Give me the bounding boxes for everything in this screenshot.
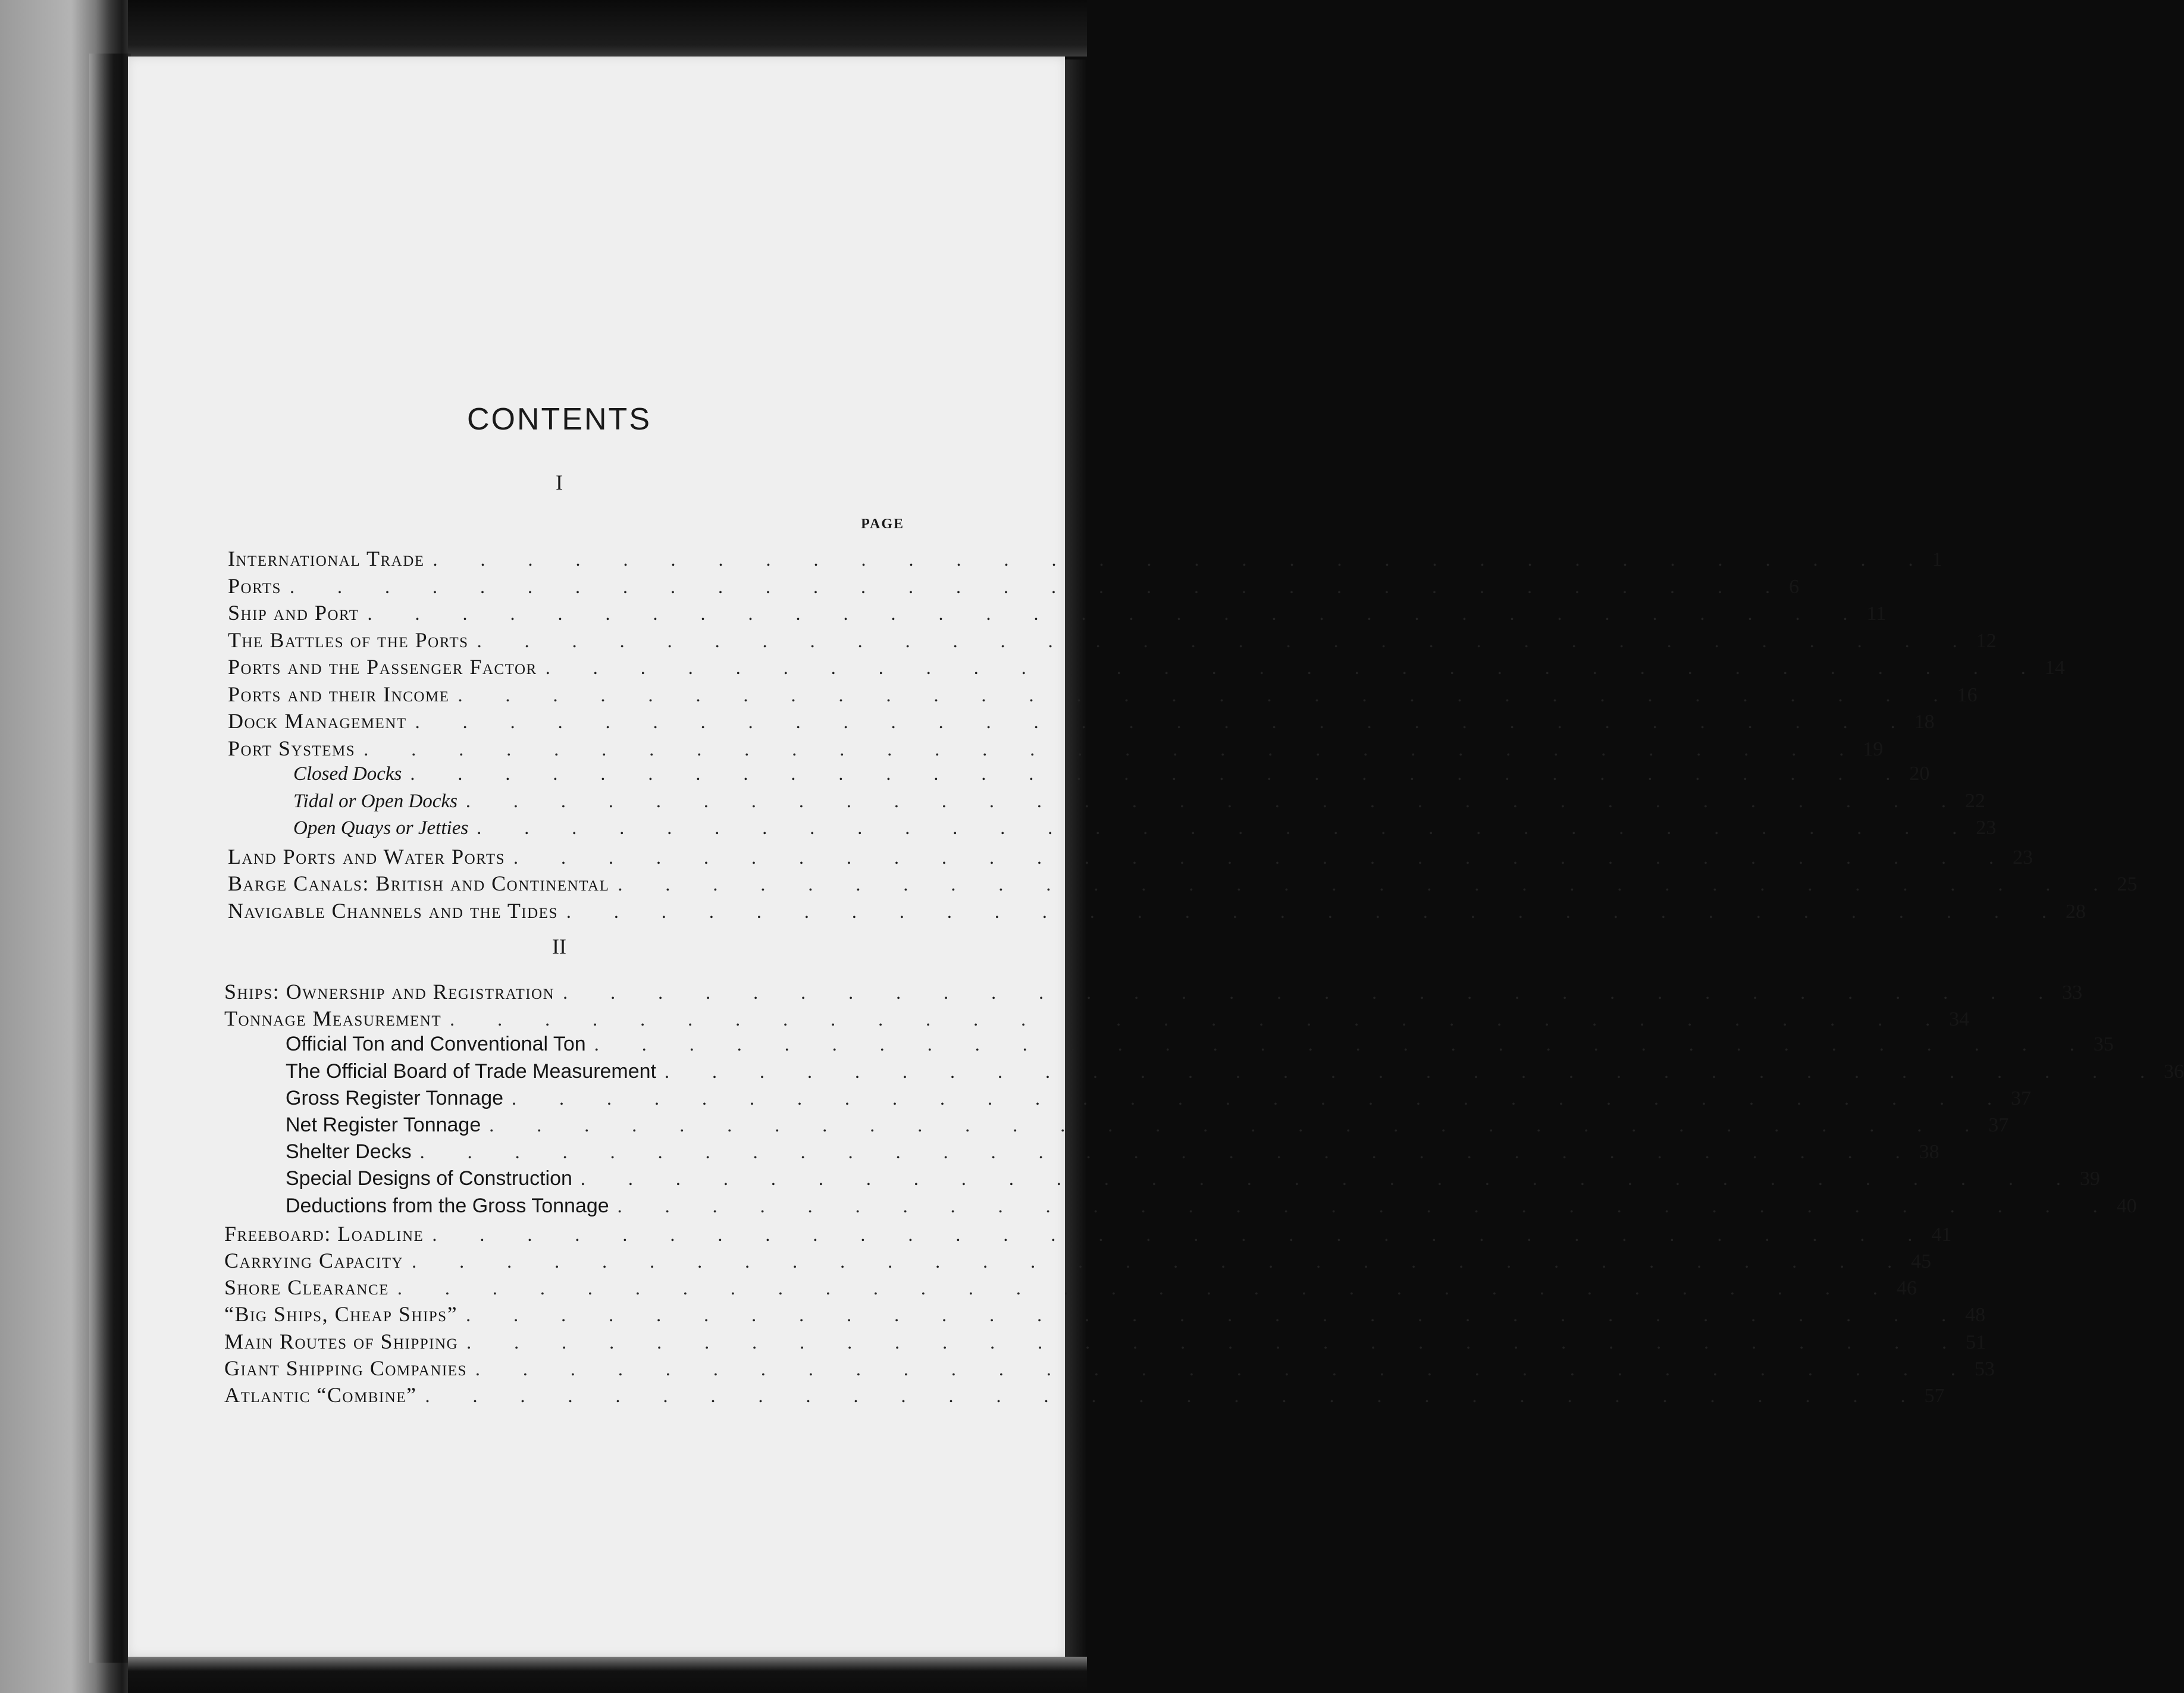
dot-leader: . . . . . . . . . . . . . . . . . . . . . . . . . . . . . . . . — [665, 1060, 2164, 1082]
toc-page-number: 18 — [1914, 711, 1935, 733]
toc-entry-title: Shelter Decks — [286, 1140, 412, 1164]
dot-leader: . . . . . . . . . . . . . . . . . . . . . . . . . . . . . . . . — [580, 1168, 2080, 1190]
toc-page-number: 35 — [2093, 1033, 2114, 1056]
page-title: CONTENTS — [467, 402, 651, 437]
toc-entry — [228, 708, 1935, 733]
toc-page-number: 11 — [1866, 603, 1887, 625]
dot-leader: . . . . . . . . . . . . . . . . . . . . . . . . . . . . . . . . — [475, 1357, 1975, 1380]
dot-leader: . . . . . . . . . . . . . . . . . . . . . . . . . . . . . . . . — [432, 1223, 1932, 1245]
dot-leader: . . . . . . . . . . . . . . . . . . . . . . . . . . . . . . . . — [563, 982, 2063, 1003]
toc-entry — [286, 1114, 2009, 1139]
toc-entry — [286, 1194, 2137, 1219]
toc-entry — [224, 1275, 1917, 1300]
toc-entry-title: Giant Shipping Companies — [224, 1356, 467, 1380]
toc-entry-title: Tidal or Open Docks — [293, 790, 458, 812]
toc-entry — [286, 1059, 2184, 1085]
toc-page-number: 20 — [1909, 763, 1930, 785]
dot-leader: . . . . . . . . . . . . . . . . . . . . . . . . . . . . . . . . — [477, 817, 1976, 838]
toc-page-number: 19 — [1863, 738, 1884, 760]
toc-entry-title: Atlantic “Combine” — [224, 1383, 417, 1407]
toc-entry-title: Navigable Channels and the Tides — [228, 898, 558, 923]
dot-leader: . . . . . . . . . . . . . . . . . . . . . . . . . . . . . . . . — [489, 1114, 1989, 1136]
toc-entry — [224, 979, 2083, 1004]
toc-entry — [286, 1033, 2114, 1058]
toc-entry — [228, 600, 1887, 625]
toc-entry-title: Ports — [228, 573, 281, 598]
toc-entry-title: Net Register Tonnage — [286, 1114, 481, 1136]
toc-entry — [228, 736, 1884, 761]
scan-background-bottom — [128, 1657, 1087, 1693]
dot-leader: . . . . . . . . . . . . . . . . . . . . . . . . . . . . . . . . — [466, 1304, 1966, 1326]
toc-entry-title: Carrying Capacity — [224, 1249, 404, 1272]
toc-entry-title: Ships: Ownership and Registration — [224, 980, 555, 1004]
toc-page-number: 12 — [1976, 629, 1997, 652]
dot-leader: . . . . . . . . . . . . . . . . . . . . . . . . . . . . . . . . — [566, 900, 2066, 922]
toc-entry — [286, 1140, 1939, 1165]
dot-leader: . . . . . . . . . . . . . . . . . . . . . . . . . . . . . . . . — [412, 1250, 1912, 1272]
toc-entry-title: Barge Canals: British and Continental — [228, 871, 610, 895]
toc-entry-title: Freeboard: Loadline — [224, 1221, 424, 1246]
dot-leader: . . . . . . . . . . . . . . . . . . . . . . . . . . . . . . . . — [397, 1277, 1897, 1299]
dot-leader: . . . . . . . . . . . . . . . . . . . . . . . . . . . . . . . . — [415, 711, 1914, 732]
dot-leader: . . . . . . . . . . . . . . . . . . . . . . . . . . . . . . . . — [545, 657, 2045, 678]
dot-leader: . . . . . . . . . . . . . . . . . . . . . . . . . . . . . . . . — [512, 1087, 2011, 1109]
toc-entry — [228, 654, 2065, 679]
toc-entry-title: Main Routes of Shipping — [224, 1329, 459, 1353]
toc-page-number: 40 — [2116, 1194, 2137, 1217]
dot-leader: . . . . . . . . . . . . . . . . . . . . . . . . . . . . . . . . — [289, 575, 1789, 597]
toc-entry — [228, 898, 2086, 923]
toc-entry — [224, 1248, 1932, 1273]
dot-leader: . . . . . . . . . . . . . . . . . . . . . . . . . . . . . . . . — [477, 629, 1976, 651]
toc-page-number: 28 — [2065, 900, 2086, 923]
toc-entry — [293, 763, 1930, 788]
toc-entry-title: Ports and their Income — [228, 682, 450, 706]
toc-entry-title: Tonnage Measurement — [224, 1007, 442, 1031]
toc-page-number: 45 — [1911, 1250, 1932, 1272]
toc-page-number: 48 — [1965, 1304, 1986, 1327]
toc-entry-title: The Battles of the Ports — [228, 628, 469, 652]
toc-entry — [224, 1329, 1986, 1354]
toc-entry-title: International Trade — [228, 547, 425, 570]
dot-leader: . . . . . . . . . . . . . . . . . . . . . . . . . . . . . . . . — [618, 873, 2117, 895]
toc-page-number: 51 — [1966, 1331, 1986, 1353]
toc-entry-title: Closed Docks — [293, 763, 402, 785]
part-numeral: II — [552, 935, 566, 958]
toc-entry — [228, 871, 2138, 896]
toc-entry-title: The Official Board of Trade Measurement — [286, 1059, 657, 1083]
dot-leader: . . . . . . . . . . . . . . . . . . . . . . . . . . . . . . . . — [617, 1194, 2117, 1217]
toc-page-number: 36 — [2164, 1060, 2184, 1083]
dot-leader: . . . . . . . . . . . . . . . . . . . . . . . . . . . . . . . . — [465, 789, 1965, 811]
toc-entry — [224, 1302, 1986, 1327]
toc-entry-title: Shore Clearance — [224, 1275, 389, 1300]
toc-entry — [224, 1382, 1945, 1407]
dot-leader: . . . . . . . . . . . . . . . . . . . . . . . . . . . . . . . . — [513, 846, 2013, 868]
toc-page-number: 57 — [1924, 1385, 1945, 1407]
toc-entry-title: Land Ports and Water Ports — [228, 844, 505, 869]
toc-page-number: 23 — [2013, 846, 2033, 869]
toc-entry — [286, 1086, 2032, 1112]
toc-entry-title: Ports and the Passenger Factor — [228, 655, 537, 679]
dot-leader: . . . . . . . . . . . . . . . . . . . . . . . . . . . . . . . . — [433, 548, 1932, 570]
toc-entry — [228, 682, 1978, 707]
toc-entry-title: Gross Register Tonnage — [286, 1086, 504, 1109]
toc-entry-title: Open Quays or Jetties — [293, 817, 469, 839]
toc-page-number: 25 — [2117, 873, 2138, 895]
dot-leader: . . . . . . . . . . . . . . . . . . . . . . . . . . . . . . . . — [594, 1033, 2094, 1055]
toc-entry-title: Ship and Port — [228, 601, 359, 625]
toc-entry-title: Deductions from the Gross Tonnage — [286, 1194, 609, 1217]
toc-page-number: 53 — [1974, 1357, 1995, 1380]
toc-page-number: 14 — [2044, 657, 2065, 679]
scan-background-top — [0, 0, 1087, 57]
book-gutter — [89, 54, 131, 1663]
toc-page-number: 39 — [2079, 1168, 2100, 1190]
dot-leader: . . . . . . . . . . . . . . . . . . . . . . . . . . . . . . . . — [367, 603, 1867, 624]
toc-page-number: 34 — [1949, 1008, 1970, 1031]
toc-entry-title: Dock Management — [228, 709, 407, 733]
dot-leader: . . . . . . . . . . . . . . . . . . . . . . . . . . . . . . . . — [466, 1331, 1966, 1353]
toc-entry-title: Special Designs of Construction — [286, 1167, 572, 1190]
dot-leader: . . . . . . . . . . . . . . . . . . . . . . . . . . . . . . . . — [364, 738, 1863, 760]
toc-entry — [293, 817, 1997, 842]
toc-entry — [228, 546, 1942, 571]
toc-page-number: 16 — [1957, 684, 1978, 706]
toc-page-number: 1 — [1932, 548, 1942, 570]
toc-page-number: 22 — [1964, 789, 1985, 812]
toc-page-number: 23 — [1976, 817, 1997, 839]
toc-page-number: 41 — [1931, 1223, 1952, 1246]
toc-entry-title: Official Ton and Conventional Ton — [286, 1033, 586, 1056]
toc-entry — [228, 844, 2033, 869]
toc-entry-title: Port Systems — [228, 736, 356, 760]
toc-entry — [228, 628, 1997, 653]
toc-entry — [224, 1006, 1970, 1031]
toc-entry-title: “Big Ships, Cheap Ships” — [224, 1302, 458, 1327]
dot-leader: . . . . . . . . . . . . . . . . . . . . . . . . . . . . . . . . — [425, 1385, 1925, 1406]
toc-entry — [293, 789, 1985, 815]
dot-leader: . . . . . . . . . . . . . . . . . . . . . . . . . . . . . . . . — [410, 763, 1910, 784]
dot-leader: . . . . . . . . . . . . . . . . . . . . . . . . . . . . . . . . — [458, 684, 1957, 706]
part-numeral: I — [556, 471, 563, 494]
toc-entry — [228, 573, 1799, 598]
toc-page-number: 33 — [2062, 982, 2083, 1004]
toc-page-number: 37 — [1988, 1114, 2009, 1136]
toc-page-number: 6 — [1788, 575, 1799, 598]
toc-entry — [286, 1167, 2100, 1192]
toc-entry — [224, 1221, 1952, 1246]
toc-entry — [224, 1356, 1995, 1381]
dot-leader: . . . . . . . . . . . . . . . . . . . . . . . . . . . . . . . . — [450, 1008, 1950, 1030]
toc-page-number: 46 — [1896, 1277, 1917, 1300]
toc-page-number: 38 — [1919, 1141, 1939, 1164]
toc-page-number: 37 — [2011, 1087, 2032, 1109]
page-column-header: PAGE — [861, 516, 904, 532]
dot-leader: . . . . . . . . . . . . . . . . . . . . . . . . . . . . . . . . — [419, 1141, 1919, 1163]
